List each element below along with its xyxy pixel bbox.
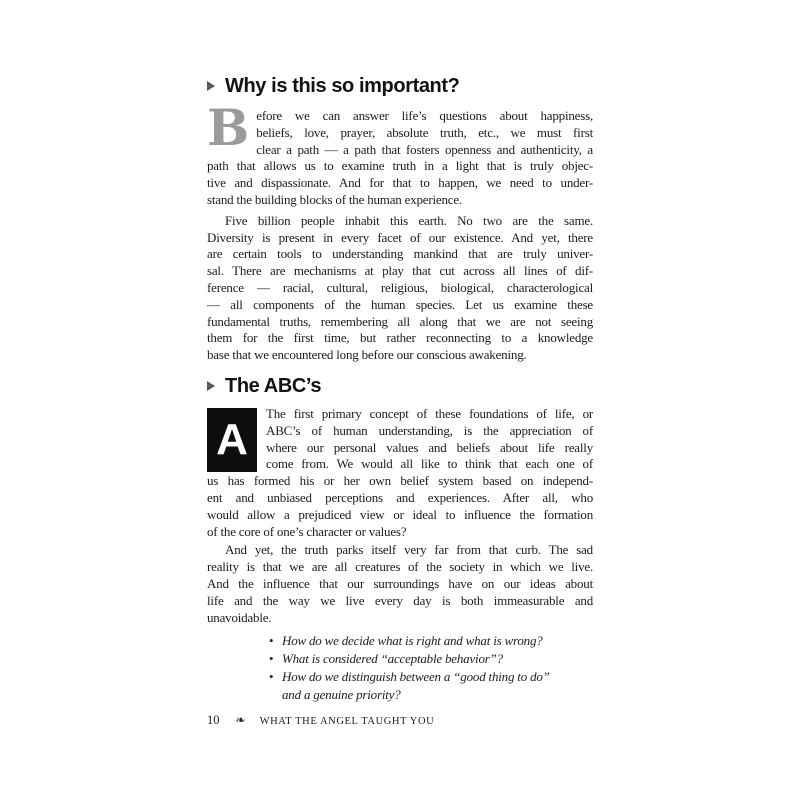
running-book-title: WHAT THE ANGEL TAUGHT YOU xyxy=(259,716,435,728)
text-line: — all components of the human species. Let us examine these xyxy=(207,296,593,312)
text-line: Five billion people inhabit this earth. No two are the same. xyxy=(225,212,593,228)
heading-text: The ABC’s xyxy=(225,374,322,397)
section-heading-abc xyxy=(207,374,593,398)
fleuron-ornament-icon: ❧ xyxy=(235,713,246,728)
question-list-item xyxy=(269,668,571,704)
text-line: efore we can answer life’s questions about happiness, xyxy=(256,108,593,123)
text-line: The first primary concept of these foundations of life, or xyxy=(266,405,593,421)
text-line: sal. There are mechanisms at play that cut across all lines of dif- xyxy=(207,263,593,279)
text-line: beliefs, love, prayer, absolute truth, etc., we must first xyxy=(256,124,593,140)
text-line: ABC’s of human understanding, is the appreciation of xyxy=(266,422,593,438)
text-line: unavoidable. xyxy=(207,609,272,625)
heading-text: Why is this so important? xyxy=(225,75,460,97)
text-line: would allow a prejudiced view or ideal to influence the formation xyxy=(207,506,593,522)
question-text: How do we distinguish between a “good thing to do” and a genuine priority? xyxy=(282,669,550,703)
discussion-question-list xyxy=(269,632,571,704)
text-line: come from. We would all like to think that each one of xyxy=(266,456,593,472)
text-line: And the influence that our surroundings have on our ideas about xyxy=(207,575,593,591)
dropcap-letter-b: B xyxy=(207,98,250,157)
text-line: clear a path — a path that fosters openness and authenticity, a xyxy=(256,141,593,157)
text-line: fundamental truths, remembering all along that we are not seeing xyxy=(207,313,593,329)
paragraph-abc-first-concept xyxy=(207,406,593,540)
text-line: stand the building blocks of the human experience. xyxy=(207,191,462,207)
paragraph-five-billion xyxy=(207,213,593,364)
bullet-icon: • xyxy=(269,669,274,685)
triangle-bullet-icon xyxy=(207,381,215,391)
text-line: ference — racial, cultural, religious, biological, characterological xyxy=(207,279,593,295)
text-line: path that allows us to examine truth in a light that is truly objec- xyxy=(207,158,593,174)
question-text: How do we decide what is right and what is wrong? xyxy=(282,633,543,649)
question-list-item xyxy=(269,650,571,668)
bullet-icon: • xyxy=(269,633,274,649)
bullet-icon: • xyxy=(269,651,274,667)
book-page xyxy=(207,0,593,731)
question-text: What is considered “acceptable behavior”? xyxy=(282,651,503,667)
text-line: base that we encountered long before our conscious awakening. xyxy=(207,347,527,363)
text-line: them for the first time, but rather reconnecting to a knowledge xyxy=(207,330,593,346)
text-line: us has formed his or her own belief system based on independ- xyxy=(207,473,593,489)
text-line: are certain tools to understanding mankind that are truly univer- xyxy=(207,246,593,262)
text-line: Diversity is present in every facet of our existence. And yet, there xyxy=(207,229,593,245)
text-line: life and the way we live every day is both immeasurable and xyxy=(207,592,593,608)
dropcap-letter-a: A xyxy=(207,408,257,472)
text-line: of the core of one’s character or values? xyxy=(207,523,407,539)
page-footer xyxy=(207,712,593,731)
text-line: tive and dispassionate. And for that to happen, we need to under- xyxy=(207,175,593,191)
paragraph-before-we-can xyxy=(207,98,593,209)
section-heading-why xyxy=(207,74,593,98)
triangle-bullet-icon xyxy=(207,81,215,91)
page-number: 10 xyxy=(207,713,220,728)
text-line: where our personal values and beliefs about life really xyxy=(266,439,593,455)
text-line: reality is that we are all creatures of the society in which we live. xyxy=(207,559,593,575)
question-list-item xyxy=(269,632,571,650)
text-line: ent and unbiased perceptions and experiences. After all, who xyxy=(207,489,593,505)
paragraph-and-yet xyxy=(207,542,593,626)
text-line: And yet, the truth parks itself very far from that curb. The sad xyxy=(225,542,593,558)
